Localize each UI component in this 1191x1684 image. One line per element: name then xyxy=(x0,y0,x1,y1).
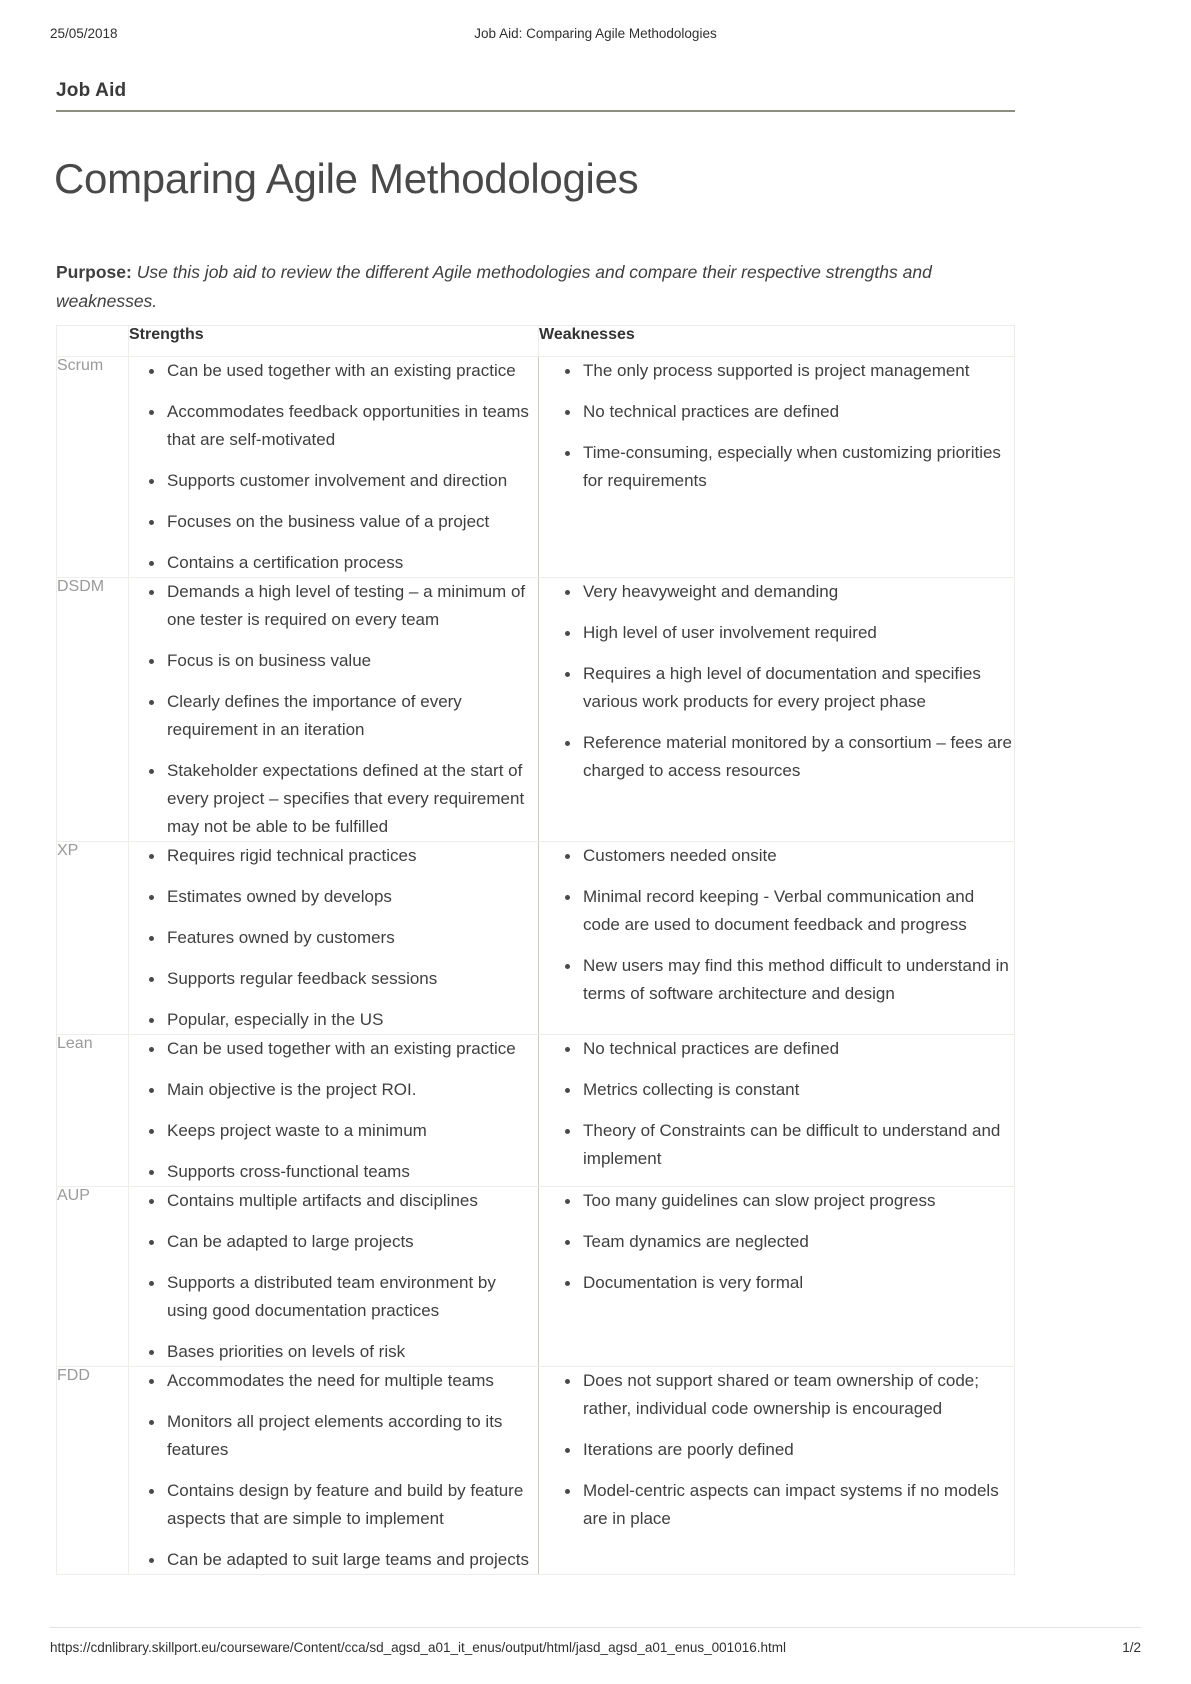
list-item: Theory of Constraints can be difficult to understand and implement xyxy=(539,1117,1014,1173)
column-header-strengths: Strengths xyxy=(129,326,539,357)
list-item: Metrics collecting is constant xyxy=(539,1076,1014,1104)
weaknesses-list xyxy=(539,1367,1014,1533)
print-date: 25/05/2018 xyxy=(50,26,118,41)
weaknesses-cell xyxy=(539,842,1015,1035)
strengths-list xyxy=(129,578,538,841)
weaknesses-list xyxy=(539,357,1014,495)
strengths-list xyxy=(129,357,538,577)
table-row xyxy=(57,578,1015,842)
weaknesses-cell xyxy=(539,1367,1015,1575)
table-body xyxy=(57,357,1015,1575)
list-item: Accommodates the need for multiple teams xyxy=(129,1367,538,1395)
purpose-label: Purpose: xyxy=(56,261,132,282)
list-item: Reference material monitored by a consortium – fees are charged to access resources xyxy=(539,729,1014,785)
strengths-list xyxy=(129,1035,538,1186)
list-item: Does not support shared or team ownership of code; rather, individual code ownership is encouraged xyxy=(539,1367,1014,1423)
list-item: Accommodates feedback opportunities in teams that are self-motivated xyxy=(129,398,538,454)
list-item: Keeps project waste to a minimum xyxy=(129,1117,538,1145)
list-item: No technical practices are defined xyxy=(539,398,1014,426)
list-item: Supports regular feedback sessions xyxy=(129,965,538,993)
column-header-method xyxy=(57,326,129,357)
weaknesses-cell xyxy=(539,1035,1015,1187)
purpose-statement xyxy=(56,258,976,316)
list-item: Bases priorities on levels of risk xyxy=(129,1338,538,1366)
method-label: AUP xyxy=(57,1187,129,1367)
weaknesses-cell xyxy=(539,1187,1015,1367)
table-row xyxy=(57,1367,1015,1575)
column-header-weaknesses: Weaknesses xyxy=(539,326,1015,357)
method-label: FDD xyxy=(57,1367,129,1575)
list-item: Supports customer involvement and direction xyxy=(129,467,538,495)
list-item: Estimates owned by develops xyxy=(129,883,538,911)
title-divider xyxy=(56,110,1015,112)
list-item: Customers needed onsite xyxy=(539,842,1014,870)
strengths-cell xyxy=(129,842,539,1035)
method-label: Lean xyxy=(57,1035,129,1187)
weaknesses-list xyxy=(539,1187,1014,1297)
list-item: Monitors all project elements according to its features xyxy=(129,1408,538,1464)
list-item: Focus is on business value xyxy=(129,647,538,675)
list-item: Can be used together with an existing practice xyxy=(129,357,538,385)
list-item: Popular, especially in the US xyxy=(129,1006,538,1034)
list-item: Team dynamics are neglected xyxy=(539,1228,1014,1256)
table-row xyxy=(57,842,1015,1035)
list-item: Supports cross-functional teams xyxy=(129,1158,538,1186)
list-item: Minimal record keeping - Verbal communication and code are used to document feedback and progress xyxy=(539,883,1014,939)
list-item: Features owned by customers xyxy=(129,924,538,952)
print-header-title: Job Aid: Comparing Agile Methodologies xyxy=(474,26,717,41)
weaknesses-cell xyxy=(539,357,1015,578)
purpose-text: Use this job aid to review the different Agile methodologies and compare their respective strengths and weaknesses. xyxy=(56,261,932,311)
list-item: Clearly defines the importance of every requirement in an iteration xyxy=(129,688,538,744)
source-url: https://cdnlibrary.skillport.eu/courseware/Content/cca/sd_agsd_a01_it_enus/output/html/jasd_agsd_a01_enus_001016.html xyxy=(50,1640,786,1655)
strengths-cell xyxy=(129,578,539,842)
page-title: Comparing Agile Methodologies xyxy=(54,155,639,203)
list-item: Can be adapted to large projects xyxy=(129,1228,538,1256)
strengths-list xyxy=(129,1187,538,1366)
list-item: Can be adapted to suit large teams and projects xyxy=(129,1546,538,1574)
table-head xyxy=(57,326,1015,357)
list-item: Requires a high level of documentation and specifies various work products for every project phase xyxy=(539,660,1014,716)
table-row xyxy=(57,357,1015,578)
weaknesses-cell xyxy=(539,578,1015,842)
table-header-row xyxy=(57,326,1015,357)
method-label: Scrum xyxy=(57,357,129,578)
page-number: 1/2 xyxy=(1122,1640,1141,1655)
method-label: XP xyxy=(57,842,129,1035)
list-item: Contains design by feature and build by feature aspects that are simple to implement xyxy=(129,1477,538,1533)
strengths-cell xyxy=(129,1187,539,1367)
strengths-cell xyxy=(129,1367,539,1575)
list-item: Too many guidelines can slow project progress xyxy=(539,1187,1014,1215)
method-label: DSDM xyxy=(57,578,129,842)
agile-comparison-table xyxy=(56,325,1015,1575)
footer-divider xyxy=(50,1627,1141,1628)
list-item: Stakeholder expectations defined at the start of every project – specifies that every requirement may not be able to be fulfilled xyxy=(129,757,538,841)
weaknesses-list xyxy=(539,1035,1014,1173)
strengths-cell xyxy=(129,1035,539,1187)
strengths-list xyxy=(129,1367,538,1574)
list-item: Contains a certification process xyxy=(129,549,538,577)
weaknesses-list xyxy=(539,578,1014,785)
print-footer xyxy=(0,1640,1191,1660)
list-item: Main objective is the project ROI. xyxy=(129,1076,538,1104)
list-item: Supports a distributed team environment by using good documentation practices xyxy=(129,1269,538,1325)
weaknesses-list xyxy=(539,842,1014,1008)
list-item: No technical practices are defined xyxy=(539,1035,1014,1063)
list-item: Requires rigid technical practices xyxy=(129,842,538,870)
table-row xyxy=(57,1035,1015,1187)
list-item: Iterations are poorly defined xyxy=(539,1436,1014,1464)
list-item: Time-consuming, especially when customizing priorities for requirements xyxy=(539,439,1014,495)
list-item: Focuses on the business value of a project xyxy=(129,508,538,536)
list-item: Documentation is very formal xyxy=(539,1269,1014,1297)
print-header xyxy=(0,26,1191,46)
strengths-cell xyxy=(129,357,539,578)
list-item: The only process supported is project management xyxy=(539,357,1014,385)
table-row xyxy=(57,1187,1015,1367)
list-item: Model-centric aspects can impact systems if no models are in place xyxy=(539,1477,1014,1533)
strengths-list xyxy=(129,842,538,1034)
list-item: Demands a high level of testing – a minimum of one tester is required on every team xyxy=(129,578,538,634)
list-item: High level of user involvement required xyxy=(539,619,1014,647)
document-kicker: Job Aid xyxy=(56,80,127,101)
list-item: New users may find this method difficult to understand in terms of software architecture and design xyxy=(539,952,1014,1008)
list-item: Very heavyweight and demanding xyxy=(539,578,1014,606)
list-item: Can be used together with an existing practice xyxy=(129,1035,538,1063)
list-item: Contains multiple artifacts and disciplines xyxy=(129,1187,538,1215)
